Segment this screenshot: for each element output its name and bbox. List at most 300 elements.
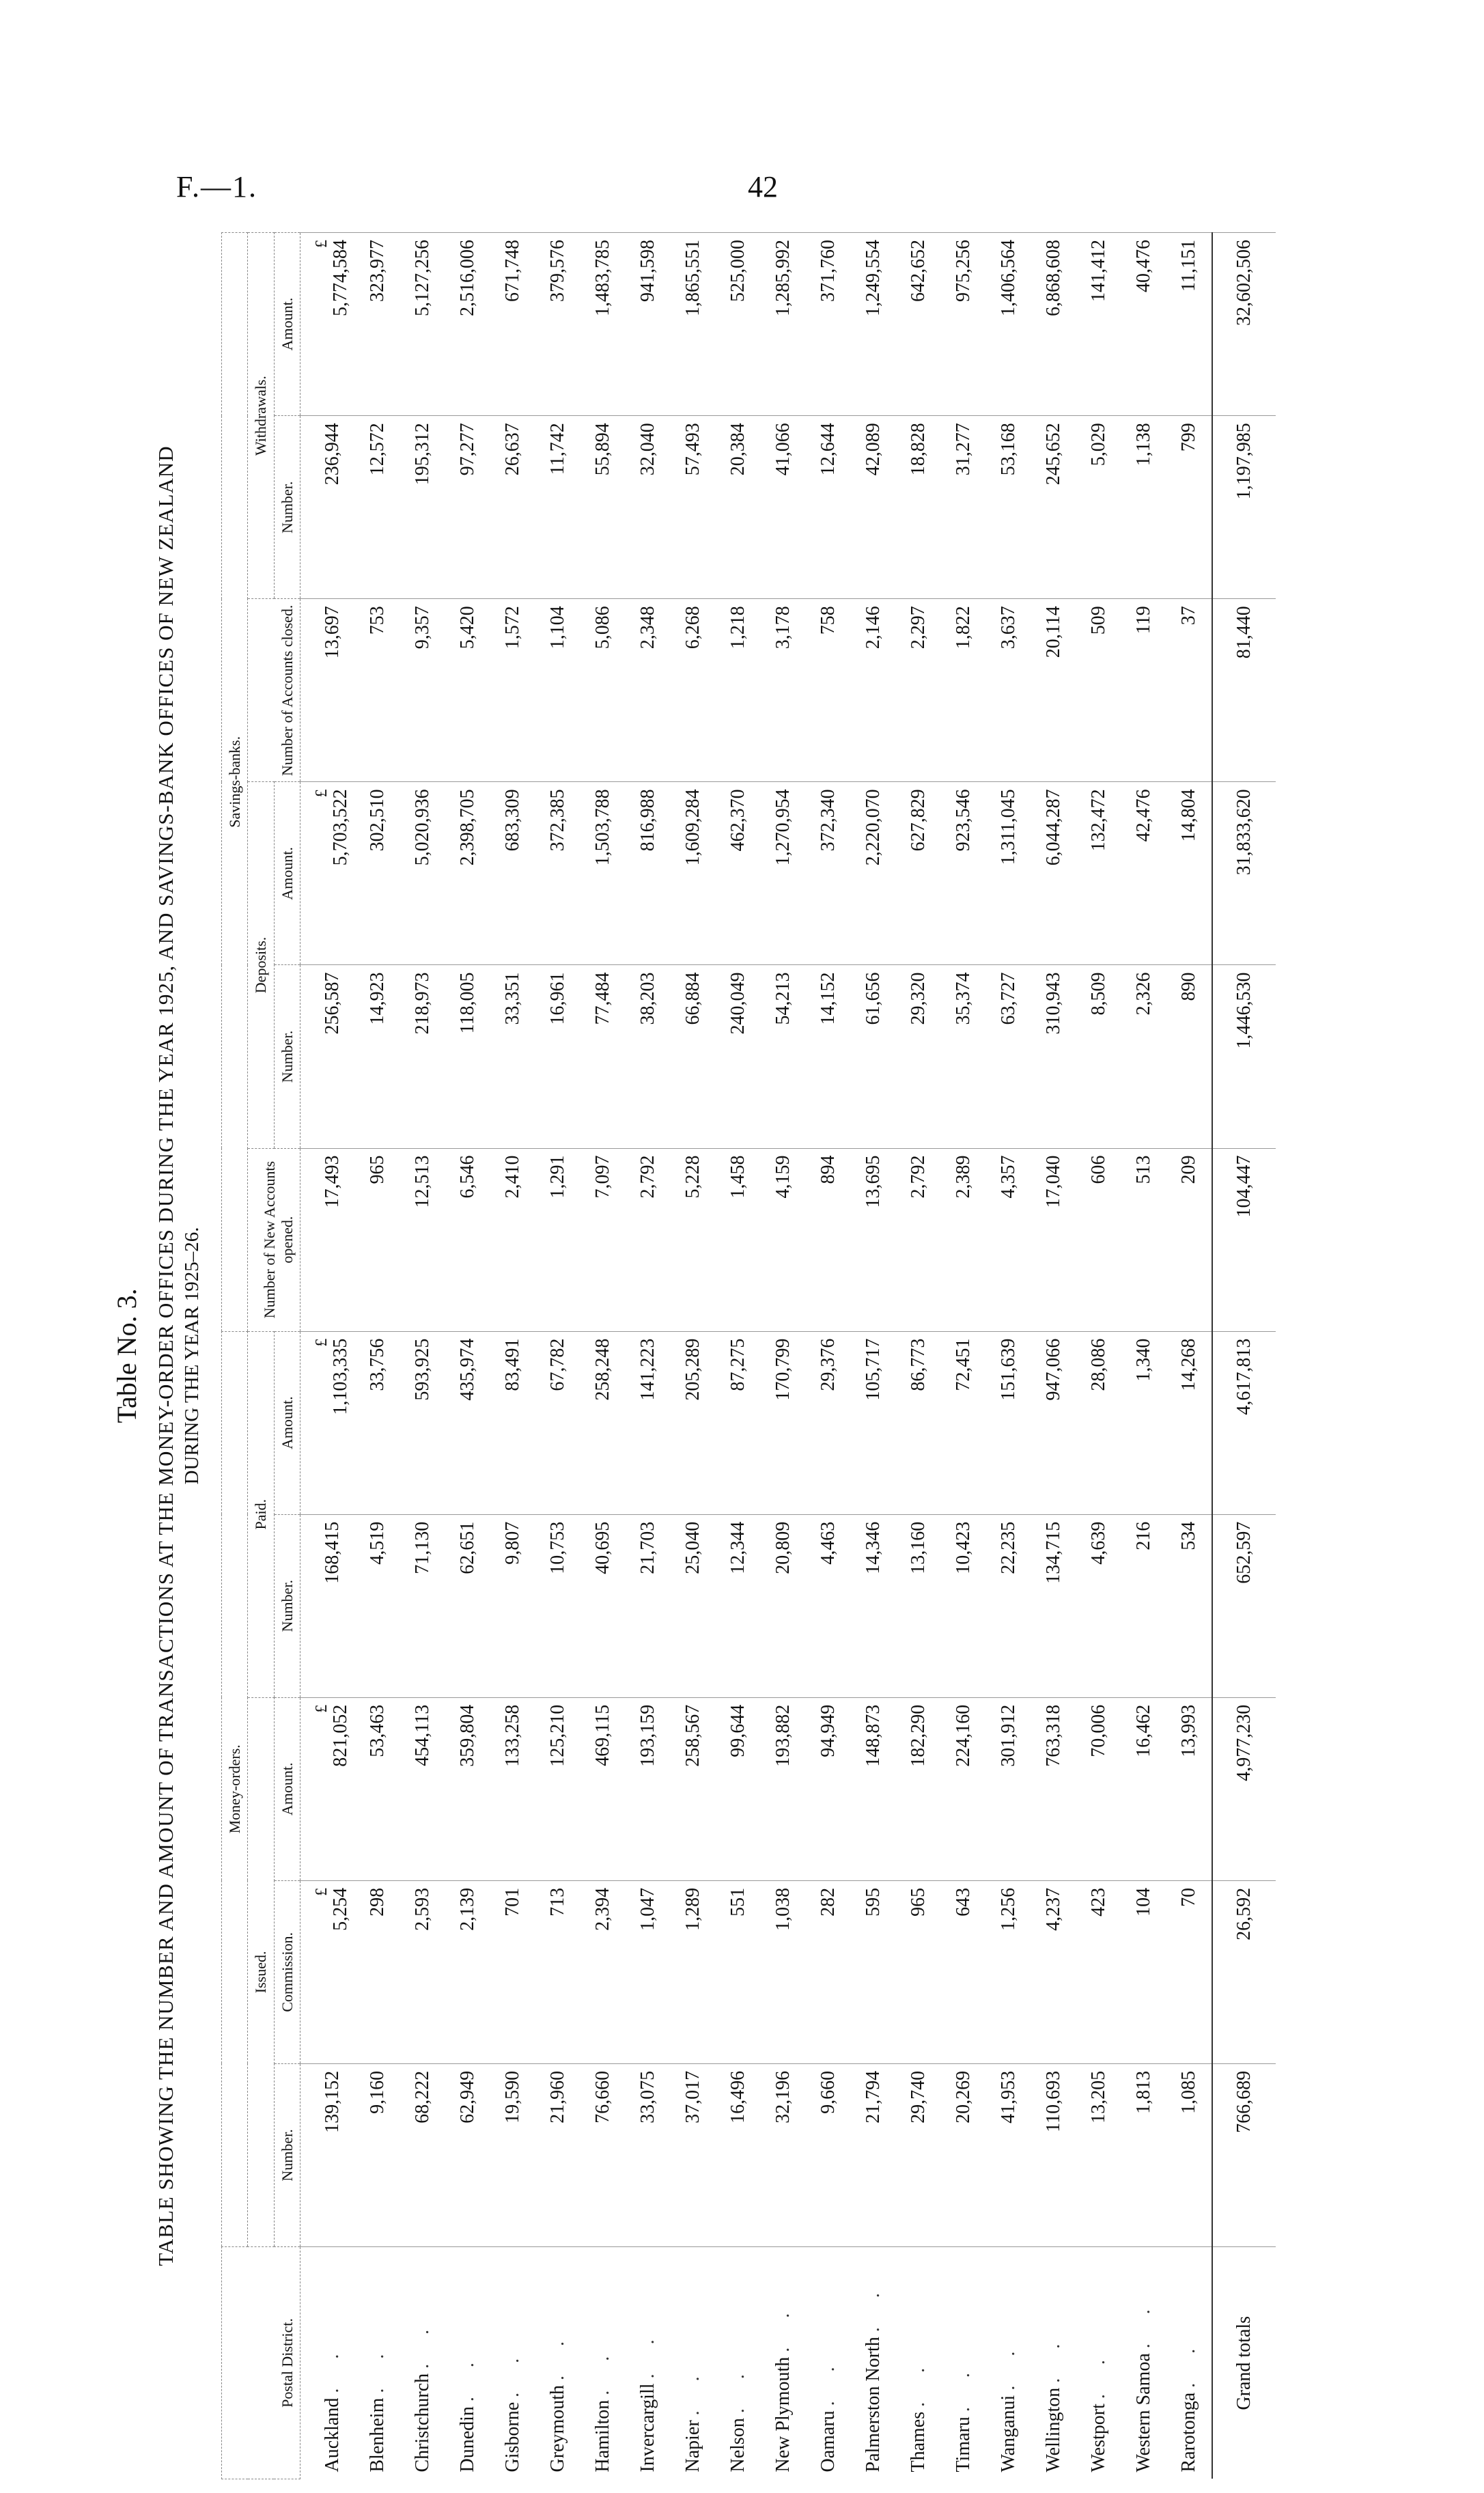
cell-value: 12,344 (727, 1521, 748, 1574)
table-row (671, 233, 716, 2479)
data-cell (716, 416, 761, 599)
cell-value: 14,152 (817, 972, 839, 1025)
data-cell (671, 1514, 716, 1697)
cell-value: 132,472 (1087, 789, 1109, 852)
cell-value: 62,949 (456, 2070, 478, 2123)
cell-value: 923,546 (952, 789, 974, 852)
cell-value: 29,376 (817, 1338, 839, 1391)
data-cell (851, 1880, 896, 2063)
data-cell (1121, 1880, 1166, 2063)
data-cell (535, 782, 580, 965)
header-withdrawals-number: Number. (274, 416, 300, 599)
data-cell (490, 599, 535, 782)
data-cell (490, 965, 535, 1148)
data-cell (490, 1880, 535, 2063)
header-issued-amount: Amount. (274, 1697, 300, 1880)
cell-value: 41,066 (772, 423, 794, 476)
cell-value: 435,974 (456, 1338, 478, 1401)
data-cell (355, 1880, 400, 2063)
cell-value: 2,220,070 (862, 789, 884, 866)
data-cell (355, 965, 400, 1148)
cell-value: 2,146 (862, 606, 884, 650)
data-cell (851, 782, 896, 965)
data-cell (355, 416, 400, 599)
data-cell (580, 1697, 626, 1880)
cell-value: 32,040 (636, 423, 658, 476)
district-cell (626, 2247, 671, 2479)
data-cell (896, 1331, 941, 1514)
data-cell (851, 2063, 896, 2246)
data-cell (896, 782, 941, 965)
data-cell (400, 1514, 445, 1697)
cell-value: 182,290 (907, 1704, 929, 1767)
table-title-line2: DURING THE YEAR 1925–26. (181, 1227, 203, 1485)
cell-value: 42,089 (862, 423, 884, 476)
data-cell (1121, 1697, 1166, 1880)
data-cell (580, 1331, 626, 1514)
data-cell (986, 233, 1031, 416)
data-cell (355, 2063, 400, 2246)
cell-value: 83,491 (501, 1338, 523, 1391)
cell-value: 40,476 (1132, 240, 1154, 292)
data-cell (806, 1880, 851, 2063)
table-row (400, 233, 445, 2479)
data-cell (1076, 2063, 1121, 2246)
data-cell (580, 416, 626, 599)
data-cell (1031, 416, 1076, 599)
table-row (761, 233, 806, 2479)
cell-value: 99,644 (727, 1704, 748, 1757)
data-cell (400, 1148, 445, 1331)
cell-value: 301,912 (997, 1704, 1019, 1767)
cell-value: 11,742 (546, 423, 568, 475)
cell-value: 37,017 (682, 2070, 703, 2123)
cell-value: 22,235 (997, 1521, 1019, 1574)
cell-value: 76,660 (591, 2070, 613, 2123)
cell-value: 41,953 (997, 2070, 1019, 2123)
cell-value: 509 (1087, 606, 1109, 635)
data-cell (580, 782, 626, 965)
table-row (300, 233, 355, 2479)
data-cell (941, 416, 986, 599)
cell-value: 110,693 (1042, 2070, 1064, 2132)
data-cell (671, 1331, 716, 1514)
data-cell (716, 599, 761, 782)
cell-value: 240,049 (727, 972, 748, 1035)
data-cell (851, 1514, 896, 1697)
total-cell: 31,833,620 (1212, 782, 1276, 965)
leader-dots: . . (411, 2317, 433, 2369)
cell-value: 606 (1087, 1155, 1109, 1184)
data-cell (1166, 233, 1212, 416)
cell-value: 62,651 (456, 1521, 478, 1574)
data-cell (626, 599, 671, 782)
cell-value: 1,572 (501, 606, 523, 650)
district-cell (761, 2247, 806, 2479)
cell-value: 119 (1132, 606, 1154, 635)
data-cell (400, 599, 445, 782)
cell-value: 258,567 (682, 1704, 703, 1767)
data-cell (580, 1148, 626, 1331)
cell-value: 816,988 (636, 789, 658, 852)
data-cell (806, 2063, 851, 2246)
data-cell (1166, 782, 1212, 965)
cell-value: 168,415 (321, 1521, 343, 1584)
data-cell (1076, 233, 1121, 416)
cell-value: 1,103,335 (329, 1338, 351, 1415)
table-row (986, 233, 1031, 2479)
total-cell: 766,689 (1212, 2063, 1276, 2246)
cell-value: 7,097 (591, 1155, 613, 1199)
data-cell (300, 2063, 355, 2246)
leader-dots: . . (1177, 2336, 1199, 2388)
cell-value: 193,882 (772, 1704, 794, 1767)
data-cell (400, 1880, 445, 2063)
data-cell (941, 1148, 986, 1331)
cell-value: 379,576 (546, 240, 568, 302)
header-closed-accounts: Number of Accounts closed. (248, 599, 300, 782)
district-name: New Plymouth (772, 2356, 794, 2473)
data-cell (941, 2063, 986, 2246)
cell-value: 55,894 (591, 423, 613, 476)
cell-value: 2,326 (1132, 972, 1154, 1016)
data-cell (400, 782, 445, 965)
cell-value: 9,357 (411, 606, 433, 650)
cell-value: 17,493 (321, 1155, 343, 1208)
data-cell (300, 416, 355, 599)
cell-value: 2,516,006 (456, 240, 478, 316)
data-cell (761, 965, 806, 1148)
leader-dots: . . (682, 2364, 703, 2416)
data-cell (400, 233, 445, 416)
data-cell (300, 1880, 355, 2063)
table-row (535, 233, 580, 2479)
data-cell (1166, 1331, 1212, 1514)
cell-value: 33,756 (366, 1338, 388, 1391)
district-cell (1166, 2247, 1212, 2479)
data-cell (1076, 1880, 1121, 2063)
data-cell (1121, 965, 1166, 1148)
district-cell (445, 2247, 490, 2479)
cell-value: 97,277 (456, 423, 478, 476)
cell-value: 683,309 (501, 789, 523, 852)
cell-value: 17,040 (1042, 1155, 1064, 1208)
cell-value: 1,822 (952, 606, 974, 650)
header-savings-banks: Savings-banks. (222, 233, 248, 1332)
cell-value: 4,357 (997, 1155, 1019, 1199)
cell-value: 21,960 (546, 2070, 568, 2123)
cell-value: 20,809 (772, 1521, 794, 1574)
table-row (1166, 233, 1212, 2479)
data-cell (300, 1697, 355, 1880)
data-cell (716, 1148, 761, 1331)
district-cell (535, 2247, 580, 2479)
cell-value: 53,463 (366, 1704, 388, 1757)
cell-value: 224,160 (952, 1704, 974, 1767)
cell-value: 1,047 (636, 1887, 658, 1931)
table-row (851, 233, 896, 2479)
data-cell (896, 965, 941, 1148)
district-cell (355, 2247, 400, 2479)
leader-dots: . . (997, 2339, 1019, 2391)
cell-value: 12,572 (366, 423, 388, 476)
data-cell (1031, 782, 1076, 965)
leader-dots: . . (591, 2343, 613, 2395)
leader-dots: . . (862, 2281, 884, 2332)
data-cell (490, 2063, 535, 2246)
data-cell (535, 1697, 580, 1880)
transactions-table (221, 232, 1276, 2479)
data-cell (300, 599, 355, 782)
cell-value: 141,223 (636, 1338, 658, 1401)
data-cell (580, 599, 626, 782)
data-cell (761, 416, 806, 599)
cell-value: 12,644 (817, 423, 839, 476)
leader-dots: . . (321, 2341, 343, 2393)
district-name: Timaru (952, 2417, 974, 2473)
cell-value: 282 (817, 1887, 839, 1917)
cell-value: 54,213 (772, 972, 794, 1025)
cell-value: 4,639 (1087, 1521, 1109, 1565)
cell-value: 1,218 (727, 606, 748, 650)
cell-value: 6,546 (456, 1155, 478, 1199)
cell-value: 2,389 (952, 1155, 974, 1199)
data-cell (761, 782, 806, 965)
data-cell (896, 1148, 941, 1331)
data-cell (806, 416, 851, 599)
data-cell (400, 416, 445, 599)
data-cell (1031, 1697, 1076, 1880)
cell-value: 71,130 (411, 1521, 433, 1574)
data-cell (1121, 1148, 1166, 1331)
data-cell (761, 1331, 806, 1514)
data-cell (1166, 2063, 1212, 2246)
cell-value: 13,160 (907, 1521, 929, 1574)
cell-value: 32,196 (772, 2070, 794, 2123)
cell-value: 595 (862, 1887, 884, 1917)
data-cell (1166, 1697, 1212, 1880)
table-number: Table No. 3. (111, 1288, 142, 1423)
data-cell (761, 1880, 806, 2063)
data-cell (445, 233, 490, 416)
data-cell (1031, 1514, 1076, 1697)
data-cell (1076, 1331, 1121, 1514)
cell-value: 643 (952, 1887, 974, 1917)
data-cell (535, 1514, 580, 1697)
cell-value: 29,740 (907, 2070, 929, 2123)
district-name: Wanganui (997, 2395, 1019, 2473)
cell-value: 133,258 (501, 1704, 523, 1767)
data-cell (300, 1331, 355, 1514)
cell-value: 298 (366, 1887, 388, 1917)
cell-value: 139,152 (321, 2070, 343, 2133)
cell-value: 701 (501, 1887, 523, 1917)
data-cell (986, 1697, 1031, 1880)
cell-value: 16,496 (727, 2070, 748, 2123)
cell-value: 1,285,992 (772, 240, 794, 316)
cell-value: 5,703,522 (329, 789, 351, 866)
cell-value: 1,289 (682, 1887, 703, 1931)
leader-dots: . . (727, 2362, 748, 2414)
leader-dots: . . (636, 2327, 658, 2379)
data-cell (716, 1514, 761, 1697)
data-cell (445, 2063, 490, 2246)
cell-value: 1,609,284 (682, 789, 703, 866)
district-name: Wellington (1042, 2387, 1064, 2473)
table-title: TABLE SHOWING THE NUMBER AND AMOUNT OF TRANSACTIONS AT THE MONEY-ORDER OFFICES DURING THE YEAR 1925, AND SAVINGS-BANK OFFICES OF NEW ZEALAND (154, 445, 178, 2266)
cell-value: 3,178 (772, 606, 794, 650)
district-name: Auckland (321, 2397, 343, 2473)
data-cell (1031, 1880, 1076, 2063)
data-cell (626, 1148, 671, 1331)
table-row (941, 233, 986, 2479)
data-cell (1076, 1148, 1121, 1331)
data-cell (535, 416, 580, 599)
data-cell (626, 1880, 671, 2063)
data-cell (896, 1880, 941, 2063)
data-cell (716, 233, 761, 416)
cell-value: 1,104 (546, 606, 568, 650)
data-cell (896, 2063, 941, 2246)
data-cell (1166, 965, 1212, 1148)
data-cell (300, 1148, 355, 1331)
data-cell (626, 1514, 671, 1697)
data-cell (806, 965, 851, 1148)
cell-value: 525,000 (727, 240, 748, 302)
data-cell (671, 1880, 716, 2063)
cell-value: 77,484 (591, 972, 613, 1025)
cell-value: 2,297 (907, 606, 929, 650)
table-row (1121, 233, 1166, 2479)
cell-value: 593,925 (411, 1338, 433, 1401)
cell-value: 965 (907, 1887, 929, 1917)
cell-value: 245,652 (1042, 423, 1064, 486)
cell-value: 151,639 (997, 1338, 1019, 1401)
total-cell: 1,197,985 (1212, 416, 1276, 599)
cell-value: 66,884 (682, 972, 703, 1025)
data-cell (1031, 233, 1076, 416)
currency-symbol: £ (312, 1338, 331, 1347)
cell-value: 713 (546, 1887, 568, 1917)
cell-value: 975,256 (952, 240, 974, 302)
district-cell (671, 2247, 716, 2479)
data-cell (806, 1697, 851, 1880)
data-cell (580, 1880, 626, 2063)
leader-dots: . . (907, 2355, 929, 2407)
cell-value: 2,593 (411, 1887, 433, 1931)
cell-value: 642,652 (907, 240, 929, 302)
data-cell (1031, 1331, 1076, 1514)
cell-value: 11,151 (1177, 240, 1199, 292)
cell-value: 205,289 (682, 1338, 703, 1401)
data-cell (941, 1514, 986, 1697)
cell-value: 38,203 (636, 972, 658, 1025)
data-cell (986, 416, 1031, 599)
cell-value: 104 (1132, 1887, 1154, 1917)
data-cell (671, 1148, 716, 1331)
data-cell (1031, 599, 1076, 782)
data-cell (626, 233, 671, 416)
data-cell (355, 782, 400, 965)
district-name: Napier (682, 2420, 703, 2473)
data-cell (355, 1331, 400, 1514)
cell-value: 821,052 (329, 1704, 351, 1767)
table-row (716, 233, 761, 2479)
cell-value: 627,829 (907, 789, 929, 852)
cell-value: 13,697 (321, 606, 343, 659)
data-cell (1121, 1514, 1166, 1697)
district-name: Thames (907, 2411, 929, 2473)
data-cell (941, 782, 986, 965)
table-row (355, 233, 400, 2479)
cell-value: 947,066 (1042, 1338, 1064, 1401)
cell-value: 134,715 (1042, 1521, 1064, 1584)
data-cell (986, 965, 1031, 1148)
data-cell (1076, 1697, 1121, 1880)
cell-value: 753 (366, 606, 388, 635)
cell-value: 14,268 (1177, 1338, 1199, 1391)
district-cell (896, 2247, 941, 2479)
cell-value: 72,451 (952, 1338, 974, 1391)
district-name: Invercargill (636, 2383, 658, 2473)
leader-dots: . . (366, 2341, 388, 2393)
cell-value: 6,268 (682, 606, 703, 650)
cell-value: 1,406,564 (997, 240, 1019, 316)
cell-value: 25,040 (682, 1521, 703, 1574)
data-cell (355, 599, 400, 782)
cell-value: 13,993 (1177, 1704, 1199, 1757)
header-new-accounts: Number of New Accounts opened. (248, 1148, 300, 1331)
currency-symbol: £ (312, 789, 331, 798)
cell-value: 2,394 (591, 1887, 613, 1931)
cell-value: 5,020,936 (411, 789, 433, 866)
data-cell (490, 233, 535, 416)
data-cell (671, 416, 716, 599)
data-cell (761, 1514, 806, 1697)
data-cell (671, 2063, 716, 2246)
header-issued-commission: Commission. (274, 1880, 300, 2063)
cell-value: 2,398,705 (456, 789, 478, 866)
leader-dots: . . (952, 2360, 974, 2412)
district-name: Western Samoa (1132, 2353, 1154, 2473)
data-cell (671, 965, 716, 1148)
cell-value: 37 (1177, 606, 1199, 626)
data-cell (535, 2063, 580, 2246)
cell-value: 2,348 (636, 606, 658, 650)
cell-value: 513 (1132, 1155, 1154, 1184)
cell-value: 10,423 (952, 1521, 974, 1574)
cell-value: 19,590 (501, 2070, 523, 2123)
data-cell (445, 965, 490, 1148)
cell-value: 9,807 (501, 1521, 523, 1565)
district-cell (806, 2247, 851, 2479)
cell-value: 258,248 (591, 1338, 613, 1401)
page-header-section: F.—1. (176, 170, 257, 204)
cell-value: 302,510 (366, 789, 388, 852)
cell-value: 28,086 (1087, 1338, 1109, 1391)
cell-value: 16,462 (1132, 1704, 1154, 1757)
cell-value: 35,374 (952, 972, 974, 1025)
district-name: Greymouth (546, 2384, 568, 2473)
data-cell (716, 2063, 761, 2246)
header-issued: Issued. (248, 1697, 274, 2246)
cell-value: 193,159 (636, 1704, 658, 1767)
cell-value: 216 (1132, 1521, 1154, 1550)
data-cell (535, 1331, 580, 1514)
cell-value: 2,410 (501, 1155, 523, 1199)
district-name: Oamaru (817, 2410, 839, 2473)
data-cell (851, 1331, 896, 1514)
